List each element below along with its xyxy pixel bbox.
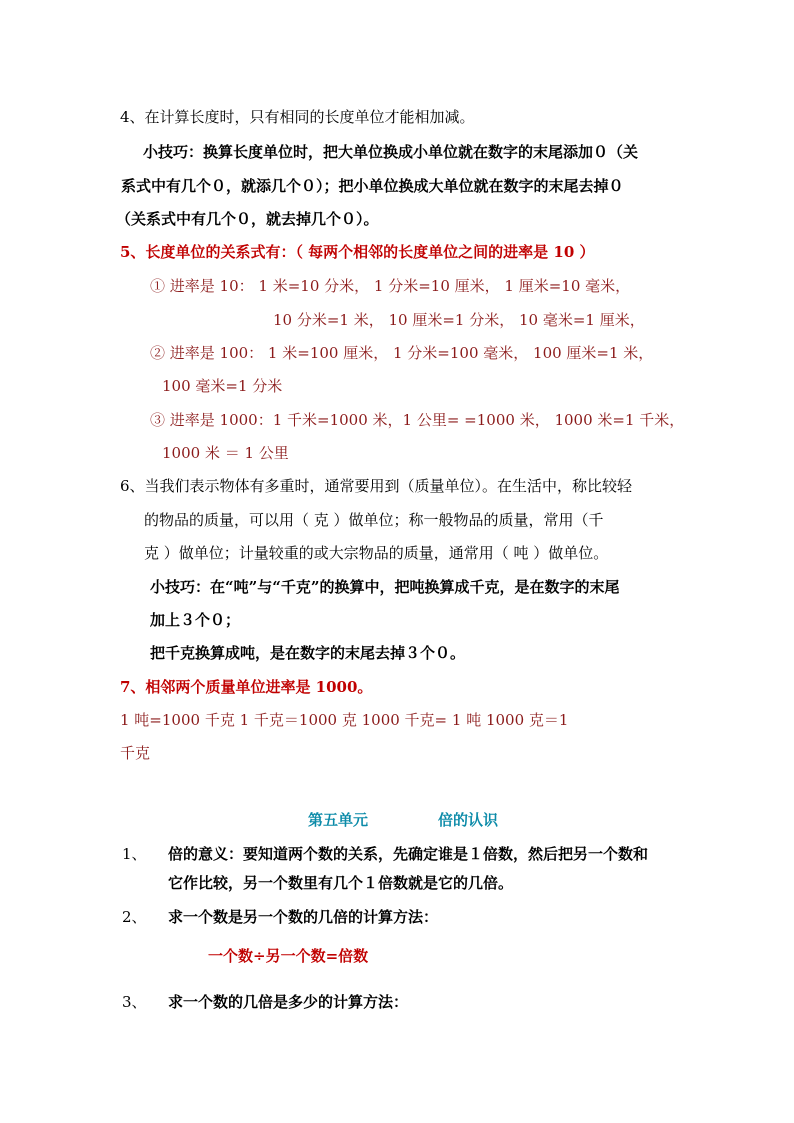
tip-weight-line1: 小技巧：在“吨”与“千克”的换算中，把吨换算成千克，是在数字的末尾 — [150, 578, 620, 596]
section-2-text: 求一个数是另一个数的几倍的计算方法： — [168, 908, 439, 926]
weight-conversions-line1: 1 吨=1000 千克 1 千克＝1000 克 1000 千克= 1 吨 1000 克＝1 — [120, 711, 569, 729]
point-7-heading: 7、相邻两个质量单位进率是 1000。 — [120, 678, 373, 696]
tip-length-line2: 系式中有几个０，就添几个０）；把小单位换成大单位就在数字的末尾去掉０ — [121, 177, 624, 195]
section-1-number: 1、 — [122, 845, 147, 863]
rate-100-line1: ② 进率是 100： 1 米=100 厘米， 1 分米=100 毫米， 100 厘米=1 米， — [150, 344, 654, 362]
rate-1000-line2: 1000 米 ＝ 1 公里 — [162, 444, 289, 462]
rate-10-line1: ① 进率是 10： 1 米=10 分米， 1 分米=10 厘米， 1 厘米=10 毫米， — [150, 277, 631, 295]
section-2-number: 2、 — [122, 908, 147, 926]
rate-10-line2: 10 分米=1 米， 10 厘米=1 分米， 10 毫米=1 厘米， — [273, 311, 645, 329]
section-3-text: 求一个数的几倍是多少的计算方法： — [168, 993, 409, 1011]
rate-100-line2: 100 毫米=1 分米 — [162, 377, 283, 395]
section-1-line1: 倍的意义：要知道两个数的关系，先确定谁是１倍数，然后把另一个数和 — [168, 845, 649, 863]
rate-1000-line1: ③ 进率是 1000：1 千米=1000 米，1 公里= =1000 米， 1000 米=1 千米， — [150, 411, 685, 429]
point-6-line3: 克 ）做单位；计量较重的或大宗物品的质量，通常用（ 吨 ）做单位。 — [144, 544, 609, 562]
section-1-line2: 它作比较，另一个数里有几个１倍数就是它的几倍。 — [168, 874, 514, 892]
tip-length-line3: （关系式中有几个０，就去掉几个０）。 — [116, 210, 379, 228]
tip-length-line1: 小技巧：换算长度单位时，把大单位换成小单位就在数字的末尾添加０（关 — [143, 143, 639, 161]
unit-title-name: 倍的认识 — [438, 811, 499, 829]
section-3-number: 3、 — [122, 993, 147, 1011]
tip-weight-line3: 把千克换算成吨，是在数字的末尾去掉３个０。 — [150, 644, 466, 662]
point-4: 4、在计算长度时，只有相同的长度单位才能相加减。 — [120, 108, 475, 126]
point-6-line2: 的物品的质量，可以用（ 克 ）做单位；称一般物品的质量，常用（千 — [144, 511, 604, 529]
unit-title-number: 第五单元 — [308, 811, 369, 829]
point-6-line1: 6、当我们表示物体有多重时，通常要用到（质量单位）。在生活中，称比较轻 — [120, 477, 633, 495]
tip-weight-line2: 加上３个０； — [150, 611, 241, 629]
point-5-heading: 5、长度单位的关系式有：（ 每两个相邻的长度单位之间的进率是 10 ） — [120, 243, 595, 261]
weight-conversions-line2: 千克 — [120, 744, 151, 762]
multiple-formula: 一个数÷另一个数=倍数 — [208, 947, 369, 965]
